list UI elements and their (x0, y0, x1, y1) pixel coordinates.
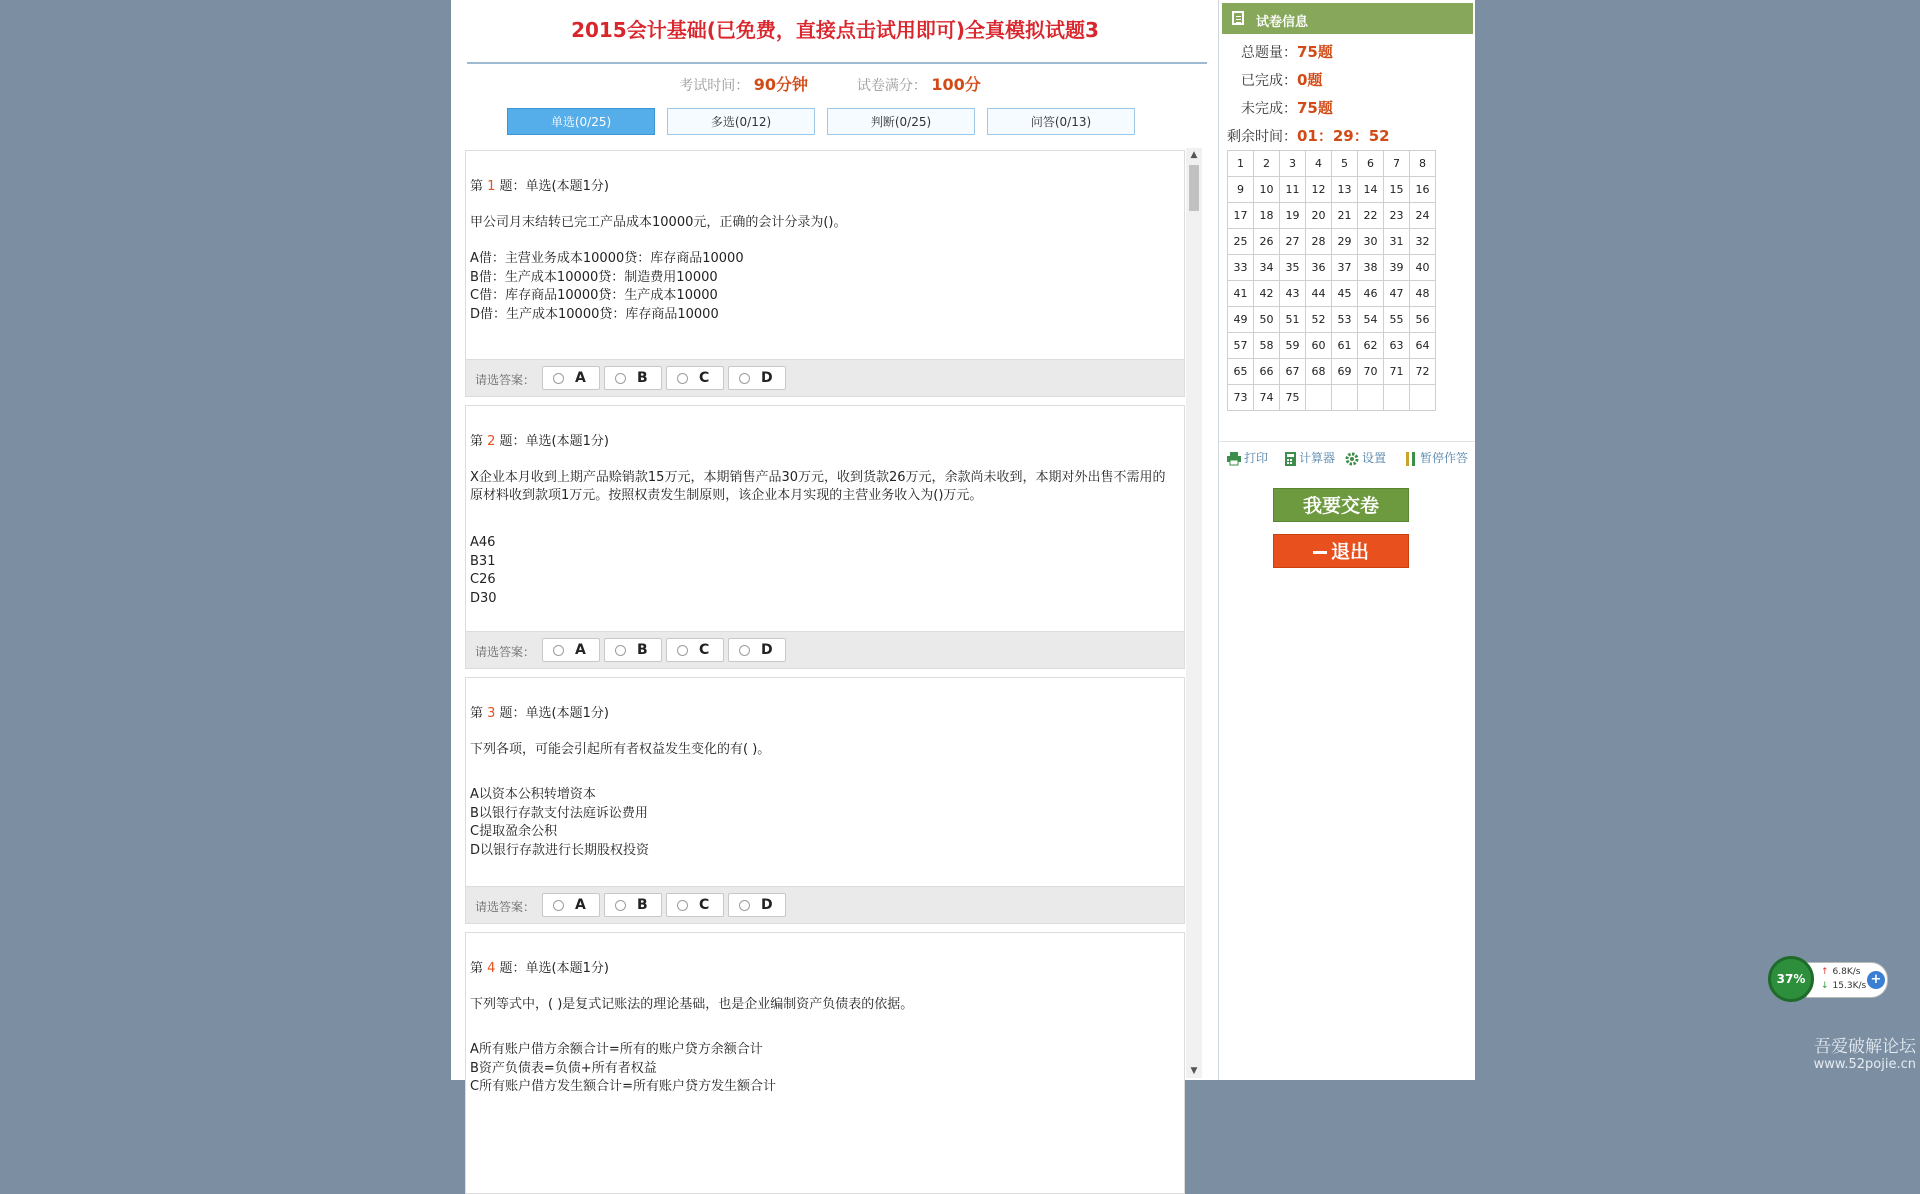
upload-speed: ↑ 6.8K/s (1821, 967, 1860, 977)
question-grid-cell[interactable]: 48 (1410, 281, 1436, 307)
question-grid-cell[interactable]: 35 (1280, 255, 1306, 281)
question-header: 第 1 题：单选(本题1分) (470, 179, 609, 194)
toolbar (1227, 449, 1475, 467)
question-number: 4 (487, 961, 496, 976)
question-grid-cell[interactable]: 8 (1410, 151, 1436, 177)
time-value: 90分钟 (753, 75, 808, 94)
scroll-down-arrow-icon[interactable]: ▼ (1190, 1066, 1198, 1076)
question-grid-cell[interactable]: 12 (1306, 177, 1332, 203)
question-grid-cell[interactable]: 62 (1358, 333, 1384, 359)
memory-percent-ring[interactable]: 37% (1768, 956, 1814, 1002)
submit-exam-button[interactable]: 我要交卷 (1273, 488, 1409, 522)
option-text: A借：主营业务成本10000贷：库存商品10000 (470, 251, 744, 266)
calculator-button[interactable]: 计算器 (1285, 449, 1335, 466)
question-grid-cell[interactable]: 55 (1384, 307, 1410, 333)
page-title: 2015会计基础(已免费，直接点击试用即可)全真模拟试题3 (571, 18, 1099, 42)
question-grid-cell[interactable]: 47 (1384, 281, 1410, 307)
question-grid-cell[interactable]: 58 (1254, 333, 1280, 359)
print-button[interactable]: 打印 (1227, 449, 1268, 466)
question-grid-cell[interactable]: 14 (1358, 177, 1384, 203)
plus-icon[interactable]: + (1867, 971, 1885, 989)
radio-icon[interactable] (553, 645, 564, 656)
option-text: B借：生产成本10000贷：制造费用10000 (470, 269, 718, 285)
question-grid-empty-cell (1384, 385, 1410, 411)
radio-icon[interactable] (615, 645, 626, 656)
calculator-icon (1285, 452, 1296, 466)
question-grid-cell[interactable]: 64 (1410, 333, 1436, 359)
question-grid-cell[interactable]: 28 (1306, 229, 1332, 255)
answer-option-c[interactable] (666, 893, 724, 917)
option-text: C提取盈余公积 (470, 824, 558, 839)
question-grid-cell[interactable]: 24 (1410, 203, 1436, 229)
question-grid-cell[interactable]: 69 (1332, 359, 1358, 385)
answer-option-d[interactable] (728, 638, 786, 662)
question-grid-cell[interactable]: 16 (1410, 177, 1436, 203)
question-grid-cell[interactable]: 75 (1280, 385, 1306, 411)
answer-prompt: 请选答案： (475, 373, 536, 387)
question-options (470, 1041, 776, 1097)
answer-option-c[interactable] (666, 638, 724, 662)
question-grid-cell[interactable]: 10 (1254, 177, 1280, 203)
question-grid-cell[interactable]: 60 (1306, 333, 1332, 359)
radio-icon[interactable] (739, 373, 750, 384)
question-number: 3 (487, 706, 496, 721)
gear-icon (1345, 452, 1359, 466)
question-grid-cell[interactable]: 53 (1332, 307, 1358, 333)
option-text: B以银行存款支付法庭诉讼费用 (470, 805, 648, 821)
tab-true-false[interactable]: 判断(0/25) (827, 108, 975, 135)
network-speed-widget[interactable] (1768, 956, 1894, 1002)
question-grid-cell[interactable]: 56 (1410, 307, 1436, 333)
completed-questions: 已完成：0题 (1241, 71, 1323, 89)
answer-option-b[interactable] (604, 893, 662, 917)
question-grid-cell[interactable]: 13 (1332, 177, 1358, 203)
question-list[interactable] (465, 150, 1185, 1094)
question-card (465, 677, 1185, 924)
option-text: B资产负债表=负债+所有者权益 (470, 1060, 657, 1076)
question-stem: 下列各项，可能会引起所有者权益发生变化的有( )。 (470, 742, 771, 757)
question-grid-cell[interactable]: 40 (1410, 255, 1436, 281)
answer-bar (466, 886, 1184, 923)
question-options (470, 786, 649, 860)
question-card (465, 150, 1185, 397)
radio-icon[interactable] (677, 645, 688, 656)
option-text: C借：库存商品10000贷：生产成本10000 (470, 288, 718, 303)
option-text: D借：生产成本10000贷：库存商品10000 (470, 306, 719, 322)
option-text: D以银行存款进行长期股权投资 (470, 842, 650, 858)
question-grid-cell[interactable]: 72 (1410, 359, 1436, 385)
question-header: 第 4 题：单选(本题1分) (470, 961, 609, 976)
question-card (465, 932, 1185, 1194)
question-grid-cell[interactable]: 17 (1228, 203, 1254, 229)
question-grid-cell[interactable]: 6 (1358, 151, 1384, 177)
radio-icon[interactable] (553, 373, 564, 384)
answer-bar (466, 359, 1184, 396)
question-grid-cell[interactable]: 9 (1228, 177, 1254, 203)
remaining-time: 剩余时间：01：29：52 (1227, 127, 1390, 145)
question-grid-cell[interactable]: 42 (1254, 281, 1280, 307)
answer-option-a[interactable] (542, 366, 600, 390)
question-grid-cell[interactable]: 46 (1358, 281, 1384, 307)
settings-button[interactable]: 设置 (1345, 449, 1386, 466)
question-grid-cell[interactable]: 63 (1384, 333, 1410, 359)
answer-option-d[interactable] (728, 893, 786, 917)
question-header: 第 2 题：单选(本题1分) (470, 434, 609, 449)
main-panel (451, 0, 1209, 1094)
question-number: 1 (487, 179, 496, 194)
exit-button[interactable]: 退出 (1273, 534, 1409, 568)
question-grid-cell[interactable]: 32 (1410, 229, 1436, 255)
question-grid-cell[interactable]: 39 (1384, 255, 1410, 281)
pause-button[interactable]: 暂停作答 (1405, 449, 1468, 466)
time-label: 考试时间： (679, 78, 750, 94)
sidebar-header (1222, 3, 1473, 34)
radio-icon[interactable] (615, 373, 626, 384)
question-options (470, 534, 497, 608)
question-grid-cell[interactable]: 33 (1228, 255, 1254, 281)
radio-icon[interactable] (553, 900, 564, 911)
sidebar-header-label: 试卷信息 (1256, 15, 1309, 30)
question-grid-cell[interactable]: 22 (1358, 203, 1384, 229)
question-grid-cell[interactable]: 5 (1332, 151, 1358, 177)
question-grid-cell[interactable]: 7 (1384, 151, 1410, 177)
question-grid-cell[interactable]: 59 (1280, 333, 1306, 359)
question-grid-cell[interactable]: 45 (1332, 281, 1358, 307)
answer-letter: D (761, 897, 773, 913)
answer-letter: A (575, 642, 586, 658)
pause-icon (1405, 452, 1417, 466)
answer-letter: C (699, 370, 710, 386)
answer-bar (466, 631, 1184, 668)
answer-option-a[interactable] (542, 638, 600, 662)
question-grid-cell[interactable]: 11 (1280, 177, 1306, 203)
question-grid-cell[interactable]: 51 (1280, 307, 1306, 333)
tab-multiple-choice[interactable]: 多选(0/12) (667, 108, 815, 135)
question-grid-cell[interactable]: 34 (1254, 255, 1280, 281)
question-grid-cell[interactable]: 2 (1254, 151, 1280, 177)
question-grid-cell[interactable]: 52 (1306, 307, 1332, 333)
question-grid-cell[interactable]: 21 (1332, 203, 1358, 229)
question-grid-cell[interactable]: 70 (1358, 359, 1384, 385)
option-text: B31 (470, 553, 496, 569)
answer-letter: B (637, 642, 648, 658)
question-grid-cell[interactable]: 18 (1254, 203, 1280, 229)
question-grid-empty-cell (1306, 385, 1332, 411)
answer-letter: A (575, 370, 586, 386)
answer-option-b[interactable] (604, 638, 662, 662)
option-text: A所有账户借方余额合计=所有的账户贷方余额合计 (470, 1042, 763, 1057)
printer-icon (1227, 452, 1241, 465)
question-grid-cell[interactable]: 26 (1254, 229, 1280, 255)
question-card (465, 405, 1185, 669)
question-grid-cell[interactable]: 4 (1306, 151, 1332, 177)
question-grid-cell[interactable]: 31 (1384, 229, 1410, 255)
answer-prompt: 请选答案： (475, 900, 536, 914)
tab-single-choice[interactable]: 单选(0/25) (507, 108, 655, 135)
title-divider (467, 62, 1207, 64)
exam-page (451, 0, 1475, 1094)
answer-option-a[interactable] (542, 893, 600, 917)
question-stem: X企业本月收到上期产品赊销款15万元，本期销售产品30万元，收到货款26万元，余款尚未收到，本期对外出售不需用的原材料收到款项1万元。按照权责发生制原则，该企业本月实现的主营业务收入为()万元。 (470, 470, 1166, 503)
option-text: C26 (470, 572, 496, 587)
score-label: 试卷满分： (856, 78, 927, 94)
question-grid-cell[interactable]: 36 (1306, 255, 1332, 281)
answer-option-c[interactable] (666, 366, 724, 390)
download-speed: ↓ 15.3K/s (1821, 981, 1866, 991)
scroll-up-arrow-icon[interactable]: ▲ (1190, 150, 1198, 160)
radio-icon[interactable] (739, 645, 750, 656)
option-text: A46 (470, 535, 496, 550)
radio-icon[interactable] (739, 900, 750, 911)
answer-letter: C (699, 897, 710, 913)
question-grid-empty-cell (1332, 385, 1358, 411)
document-icon (1232, 11, 1244, 25)
answer-letter: B (637, 897, 648, 913)
countdown-timer: 01：29：52 (1297, 127, 1390, 145)
question-grid-cell[interactable]: 73 (1228, 385, 1254, 411)
question-header: 第 3 题：单选(本题1分) (470, 706, 609, 721)
watermark-url: www.52pojie.cn (1813, 1057, 1916, 1072)
option-text: D30 (470, 590, 497, 606)
question-grid-empty-cell (1358, 385, 1384, 411)
answer-letter: B (637, 370, 648, 386)
answer-letter: C (699, 642, 710, 658)
question-grid-cell[interactable]: 37 (1332, 255, 1358, 281)
speed-panel (1806, 962, 1888, 998)
question-grid-cell[interactable]: 23 (1384, 203, 1410, 229)
question-stem: 甲公司月末结转已完工产品成本10000元，正确的会计分录为()。 (470, 215, 847, 230)
option-text: A以资本公积转增资本 (470, 787, 596, 802)
question-grid-cell[interactable]: 67 (1280, 359, 1306, 385)
question-grid-cell[interactable]: 27 (1280, 229, 1306, 255)
question-grid-cell[interactable]: 44 (1306, 281, 1332, 307)
question-stem: 下列等式中，( )是复式记账法的理论基础，也是企业编制资产负债表的依据。 (470, 997, 914, 1012)
question-grid-cell[interactable]: 25 (1228, 229, 1254, 255)
minus-icon (1313, 551, 1327, 554)
answer-letter: D (761, 642, 773, 658)
scroll-thumb[interactable] (1189, 165, 1199, 211)
exam-info-sidebar (1218, 0, 1475, 1080)
question-grid-cell[interactable]: 66 (1254, 359, 1280, 385)
question-grid-cell[interactable]: 30 (1358, 229, 1384, 255)
question-list-scrollbar[interactable] (1186, 148, 1202, 1078)
question-grid-cell[interactable]: 19 (1280, 203, 1306, 229)
tab-essay[interactable]: 问答(0/13) (987, 108, 1135, 135)
question-grid-cell[interactable]: 20 (1306, 203, 1332, 229)
question-grid-cell[interactable]: 57 (1228, 333, 1254, 359)
toolbar-divider (1219, 441, 1475, 442)
question-grid-cell[interactable]: 49 (1228, 307, 1254, 333)
answer-prompt: 请选答案： (475, 645, 536, 659)
answer-option-d[interactable] (728, 366, 786, 390)
question-grid-cell[interactable]: 38 (1358, 255, 1384, 281)
watermark (1796, 1032, 1916, 1072)
question-options (470, 250, 744, 324)
watermark-name: 吾爱破解论坛 (1814, 1037, 1916, 1057)
total-questions: 总题量：75题 (1241, 43, 1333, 61)
radio-icon[interactable] (677, 373, 688, 384)
question-grid-cell[interactable]: 71 (1384, 359, 1410, 385)
answer-letter: A (575, 897, 586, 913)
question-grid-cell[interactable]: 3 (1280, 151, 1306, 177)
radio-icon[interactable] (615, 900, 626, 911)
question-grid-cell[interactable]: 1 (1228, 151, 1254, 177)
question-grid-cell[interactable]: 50 (1254, 307, 1280, 333)
question-grid-cell[interactable]: 29 (1332, 229, 1358, 255)
question-grid-empty-cell (1410, 385, 1436, 411)
answer-letter: D (761, 370, 773, 386)
question-grid-cell[interactable]: 41 (1228, 281, 1254, 307)
question-grid-cell[interactable]: 43 (1280, 281, 1306, 307)
question-grid-cell[interactable]: 61 (1332, 333, 1358, 359)
radio-icon[interactable] (677, 900, 688, 911)
question-number: 2 (487, 434, 496, 449)
question-grid-cell[interactable]: 65 (1228, 359, 1254, 385)
question-number-grid (1227, 150, 1436, 411)
score-value: 100分 (931, 75, 981, 94)
exam-meta (451, 72, 1209, 98)
question-grid-cell[interactable]: 68 (1306, 359, 1332, 385)
question-grid-cell[interactable]: 54 (1358, 307, 1384, 333)
question-grid-cell[interactable]: 74 (1254, 385, 1280, 411)
answer-option-b[interactable] (604, 366, 662, 390)
remaining-questions: 未完成：75题 (1241, 99, 1333, 117)
question-grid-cell[interactable]: 15 (1384, 177, 1410, 203)
option-text: C所有账户借方发生额合计=所有账户贷方发生额合计 (470, 1079, 776, 1094)
